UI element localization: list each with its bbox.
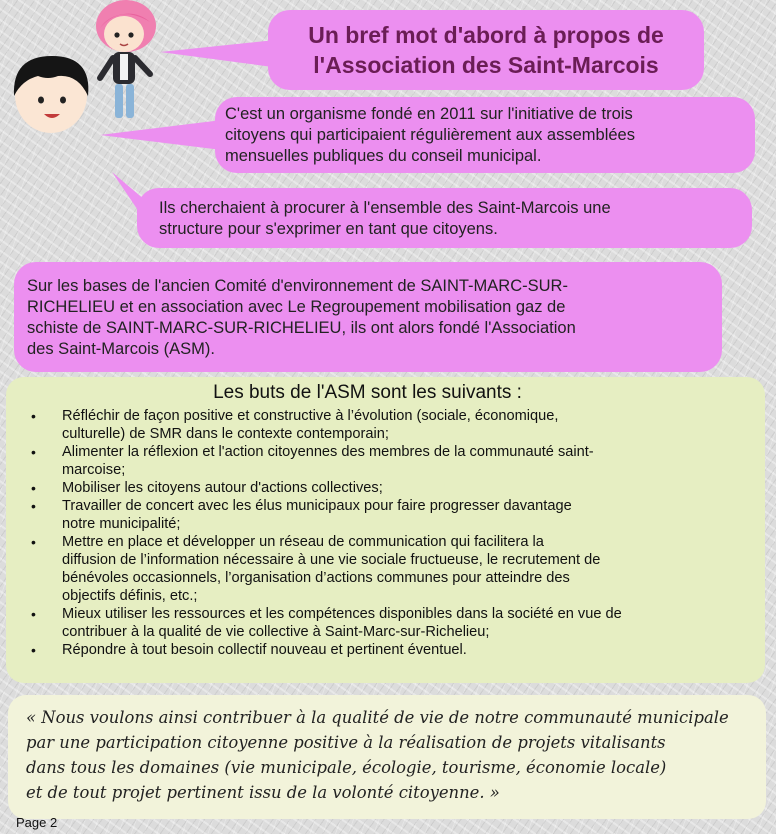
- goal-item: [20, 479, 745, 497]
- bubble-text-line: C'est un organisme fondé en 2011 sur l'initiative de trois: [225, 105, 633, 123]
- goal-item-text: contribuer à la qualité de vie collective à Saint-Marc-sur-Richelieu;: [62, 624, 490, 640]
- title-bubble-tail: [160, 40, 280, 68]
- quote-line: par une participation citoyenne positive à la réalisation de projets vitalisants: [26, 733, 666, 752]
- goal-item-text: Travailler de concert avec les élus municipaux pour faire progresser davantage: [62, 498, 572, 514]
- bubble-text-line: schiste de SAINT-MARC-SUR-RICHELIEU, ils ont alors fondé l'Association: [27, 319, 576, 337]
- title-line-2: l'Association des Saint-Marcois: [313, 52, 659, 78]
- bullet-icon: •: [31, 534, 36, 550]
- intro-bubble-founding: [215, 97, 755, 173]
- title-line-1: Un bref mot d'abord à propos de: [308, 22, 664, 48]
- goal-item: [20, 407, 745, 443]
- goal-item-text: notre municipalité;: [62, 516, 181, 532]
- bubble-text-line: des Saint-Marcois (ASM).: [27, 340, 215, 358]
- bubble-text-line: citoyens qui participaient régulièrement aux assemblées: [225, 126, 635, 144]
- goal-item-text: Mettre en place et développer un réseau de communication qui facilitera la: [62, 534, 544, 550]
- bubble-text-line: Sur les bases de l'ancien Comité d'environnement de SAINT-MARC-SUR-: [27, 277, 568, 295]
- goal-item-text: marcoise;: [62, 462, 126, 478]
- bullet-icon: •: [31, 642, 36, 658]
- bullet-icon: •: [31, 498, 36, 514]
- goal-item: [20, 497, 745, 533]
- goal-item-text: Réfléchir de façon positive et constructive à l’évolution (sociale, économique,: [62, 408, 559, 424]
- goal-item: [20, 641, 745, 659]
- bullet-icon: •: [31, 606, 36, 622]
- goal-item-text: Mobiliser les citoyens autour d'actions collectives;: [62, 480, 383, 496]
- goals-panel: [6, 377, 765, 683]
- intro-bubble-purpose: [137, 188, 752, 248]
- goal-item: [20, 443, 745, 479]
- goal-item-text: Répondre à tout besoin collectif nouveau et pertinent éventuel.: [62, 642, 467, 658]
- quote-line: « Nous voulons ainsi contribuer à la qualité de vie de notre communauté municipale: [26, 708, 729, 727]
- goal-item-text: Alimenter la réflexion et l'action citoyennes des membres de la communauté saint-: [62, 444, 594, 460]
- bullet-icon: •: [31, 444, 36, 460]
- goals-heading: Les buts de l'ASM sont les suivants :: [213, 382, 522, 403]
- goal-item: [20, 533, 745, 605]
- goal-item-text: culturelle) de SMR dans le contexte contemporain;: [62, 426, 389, 442]
- goal-item-text: Mieux utiliser les ressources et les compétences disponibles dans la société en vue de: [62, 606, 622, 622]
- title-bubble: [268, 10, 704, 90]
- goals-list: [20, 407, 745, 659]
- goal-item-text: diffusion de l’information nécessaire à une vie sociale fructueuse, le recrutement de: [62, 552, 601, 568]
- bubble-text-line: Ils cherchaient à procurer à l'ensemble des Saint-Marcois une: [159, 199, 611, 217]
- page-number: Page 2: [16, 815, 58, 830]
- bubble-text-line: mensuelles publiques du conseil municipal.: [225, 147, 542, 165]
- bubble-text-line: RICHELIEU et en association avec Le Regroupement mobilisation gaz de: [27, 298, 566, 316]
- intro-bubble-history: [14, 262, 722, 372]
- quote-line: dans tous les domaines (vie municipale, écologie, tourisme, économie locale): [26, 758, 667, 777]
- goal-item: [20, 605, 745, 641]
- goal-item-text: bénévoles occasionnels, l’organisation d’actions communes pour atteindre des: [62, 570, 570, 586]
- quote-line: et de tout projet pertinent issu de la volonté citoyenne. »: [26, 783, 500, 802]
- goal-item-text: objectifs définis, etc.;: [62, 588, 198, 604]
- bullet-icon: •: [31, 480, 36, 496]
- quote-panel: [8, 695, 766, 819]
- boy-avatar-icon: [8, 50, 94, 140]
- bullet-icon: •: [31, 408, 36, 424]
- bubble-text-line: structure pour s'exprimer en tant que citoyens.: [159, 220, 498, 238]
